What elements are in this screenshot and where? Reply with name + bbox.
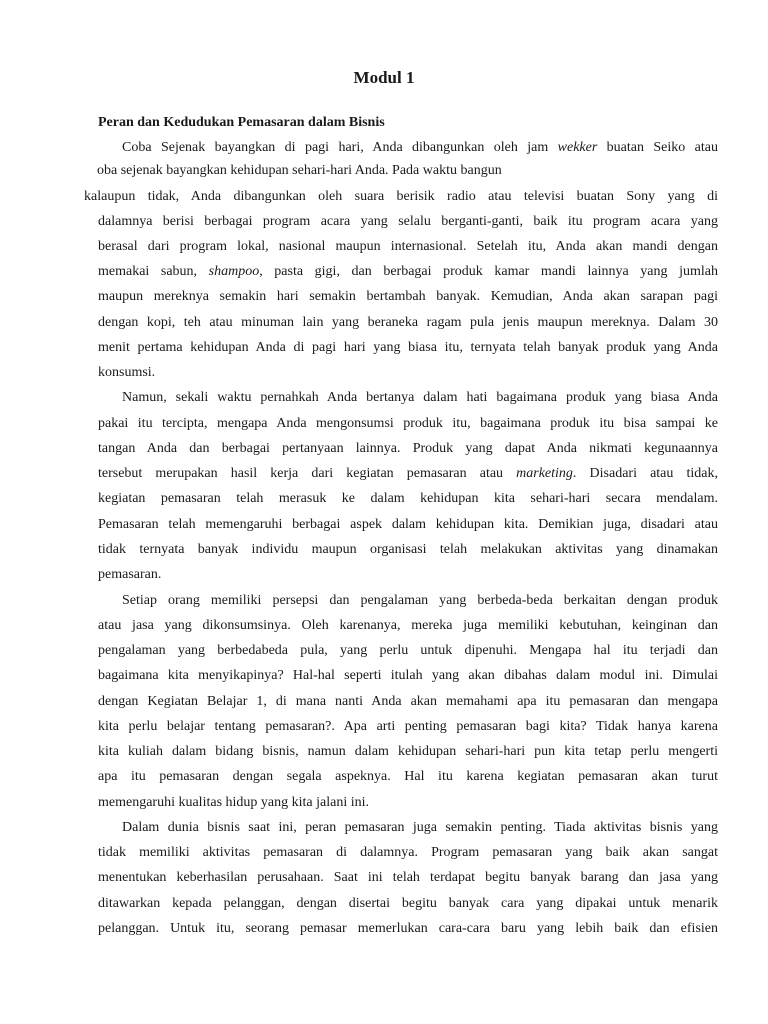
text-line xyxy=(122,138,718,158)
text-line xyxy=(98,212,718,232)
text-segment: kalaupun tidak, Anda dibangunkan oleh suara berisik radio atau televisi buatan Sony yang di xyxy=(84,189,718,204)
text-segment: bagaimana kita menyikapinya? Hal-hal seperti itulah yang akan dibahas dalam modul ini. Dimulai xyxy=(98,668,718,683)
text-segment: pengalaman yang berbedabeda pula, yang perlu untuk dipenuhi. Mengapa hal itu terjadi dan xyxy=(98,643,718,658)
text-line xyxy=(98,919,718,939)
text-line xyxy=(122,388,718,408)
text-segment: tersebut merupakan hasil kerja dari kegiatan pemasaran atau xyxy=(98,466,517,481)
page-title: Modul 1 xyxy=(353,68,415,87)
text-line xyxy=(98,313,718,333)
text-segment: Dalam dunia bisnis saat ini, peran pemasaran juga semakin penting. Tiada aktivitas bisnis yang xyxy=(122,820,718,835)
text-segment: pakai itu tercipta, mengapa Anda mengonsumsi produk itu, bagaimana produk itu bisa sampai ke xyxy=(98,416,718,431)
text-line xyxy=(98,464,718,484)
text-segment: kegiatan pemasaran telah merasuk ke dalam kehidupan kita sehari-hari secara mendalam. xyxy=(98,491,718,506)
text-line xyxy=(97,161,717,181)
text-line xyxy=(98,565,718,585)
text-segment: pemasaran. xyxy=(98,567,162,582)
text-segment: oba sejenak bayangkan kehidupan sehari-hari Anda. Pada waktu bangun xyxy=(97,163,502,178)
text-segment: ditawarkan kepada pelanggan, dengan disertai begitu banyak cara yang dipakai untuk menarik xyxy=(98,896,718,911)
text-segment: apa itu pemasaran dengan segala aspeknya. Hal itu karena kegiatan pemasaran akan turut xyxy=(98,769,718,784)
text-line xyxy=(98,363,718,383)
italic-term: wekker xyxy=(557,140,598,155)
text-segment: dengan kopi, teh atau minuman lain yang beraneka ragam pula jenis maupun mereknya. Dalam 30 xyxy=(98,315,718,330)
text-segment: tidak memiliki aktivitas pemasaran di dalamnya. Program pemasaran yang baik akan sangat xyxy=(98,845,718,860)
text-segment: , pasta gigi, dan berbagai produk kamar mandi lainnya yang jumlah xyxy=(259,264,718,279)
text-line xyxy=(98,439,718,459)
text-segment: menentukan keberhasilan perusahaan. Saat ini telah terdapat begitu banyak barang dan jasa yang xyxy=(98,870,718,885)
text-segment: dengan Kegiatan Belajar 1, di mana nanti Anda akan memahami apa itu pemasaran dan mengapa xyxy=(98,694,718,709)
text-line xyxy=(98,843,718,863)
text-segment: . Disadari atau tidak, xyxy=(572,466,718,481)
text-line xyxy=(122,818,718,838)
text-segment: pelanggan. Untuk itu, seorang pemasar memerlukan cara-cara baru yang lebih baik dan efisien xyxy=(98,921,718,936)
italic-term: marketing xyxy=(516,466,573,481)
text-segment: konsumsi. xyxy=(98,365,156,380)
text-line xyxy=(98,666,718,686)
text-line xyxy=(98,692,718,712)
text-line xyxy=(98,489,718,509)
text-line xyxy=(98,338,718,358)
text-segment: memakai sabun, xyxy=(98,264,209,279)
text-segment: atau jasa yang dikonsumsinya. Oleh karenanya, mereka juga memiliki kebutuhan, keinginan dan xyxy=(98,618,718,633)
italic-term: shampoo xyxy=(208,264,260,279)
text-segment: dalamnya berisi berbagai program acara yang selalu berganti-ganti, baik itu program acara yang xyxy=(98,214,718,229)
text-line xyxy=(98,262,718,282)
text-segment: Setiap orang memiliki persepsi dan pengalaman yang berbeda-beda berkaitan dengan produk xyxy=(122,593,718,608)
text-line xyxy=(98,515,718,535)
text-segment: kita perlu belajar tentang pemasaran?. Apa arti penting pemasaran bagi kita? Tidak hanya karena xyxy=(98,719,718,734)
text-segment: tangan Anda dan berbagai pertanyaan lainnya. Produk yang dapat Anda nikmati kegunaannya xyxy=(98,441,718,456)
text-line xyxy=(98,767,718,787)
text-segment: Namun, sekali waktu pernahkah Anda bertanya dalam hati bagaimana produk yang biasa Anda xyxy=(122,390,718,405)
text-segment: Coba Sejenak bayangkan di pagi hari, Anda dibangunkan oleh jam xyxy=(122,140,558,155)
text-segment: maupun mereknya semakin hari semakin bertambah banyak. Kemudian, Anda akan sarapan pagi xyxy=(98,289,718,304)
text-segment: buatan Seiko atau xyxy=(597,140,718,155)
text-segment: menit pertama kehidupan Anda di pagi hari yang biasa itu, ternyata telah banyak produk yang Anda xyxy=(98,340,718,355)
text-line xyxy=(98,237,718,257)
text-line xyxy=(122,591,718,611)
text-line xyxy=(98,287,718,307)
text-segment: berasal dari program lokal, nasional maupun internasional. Setelah itu, Anda akan mandi dengan xyxy=(98,239,718,254)
text-line xyxy=(98,894,718,914)
text-line xyxy=(98,616,718,636)
text-line xyxy=(98,868,718,888)
text-line xyxy=(84,187,718,207)
text-line xyxy=(98,793,718,813)
text-segment: tidak ternyata banyak individu maupun organisasi telah melakukan aktivitas yang dinamakan xyxy=(98,542,718,557)
text-line xyxy=(98,540,718,560)
text-line xyxy=(98,742,718,762)
text-segment: kita kuliah dalam bidang bisnis, namun dalam kehidupan sehari-hari pun kita tetap perlu mengerti xyxy=(98,744,718,759)
text-segment: Pemasaran telah memengaruhi berbagai aspek dalam kehidupan kita. Demikian juga, disadari atau xyxy=(98,517,718,532)
text-line xyxy=(98,414,718,434)
text-line xyxy=(98,641,718,661)
text-segment: memengaruhi kualitas hidup yang kita jalani ini. xyxy=(98,795,369,810)
text-line xyxy=(98,717,718,737)
section-heading: Peran dan Kedudukan Pemasaran dalam Bisnis xyxy=(98,115,385,130)
